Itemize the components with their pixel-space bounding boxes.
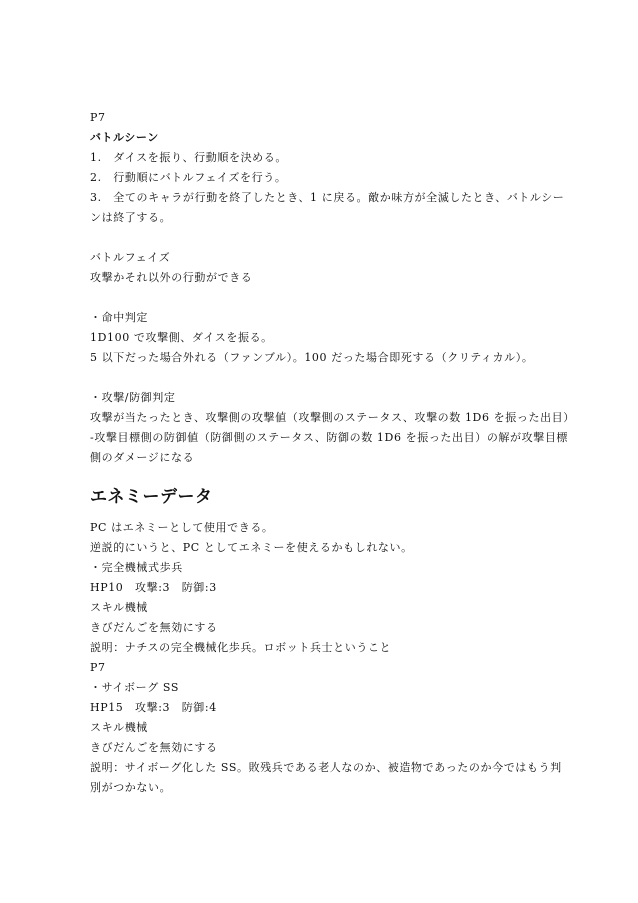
- enemy-stats: HP10 攻撃:3 防御:3: [90, 581, 217, 594]
- enemy-data-heading: エネミーデータ: [90, 487, 213, 507]
- enemy-description: 別がつかない。: [90, 781, 172, 794]
- enemy-stats: HP15 攻撃:3 防御:4: [90, 701, 217, 714]
- enemy-skill: スキル機械: [90, 721, 148, 734]
- step-line: 2. 行動順にバトルフェイズを行う。: [90, 171, 287, 184]
- hit-judgment-title: ・命中判定: [90, 311, 148, 324]
- hit-judgment-line: 1D100 で攻撃側、ダイスを振る。: [90, 331, 273, 344]
- enemy-description: 説明：サイボーグ化した SS。敗残兵である老人なのか、被造物であったのか今ではもう判: [90, 761, 562, 774]
- spacer: [90, 228, 552, 248]
- attack-defense-line: 攻撃が当たったとき、攻撃側の攻撃値（攻撃側のステータス、攻撃の数 1D6 を振った出目）: [90, 411, 575, 424]
- hit-judgment-line: 5 以下だった場合外れる（ファンブル）。100 だった場合即死する（クリティカル）。: [90, 351, 534, 364]
- spacer: [90, 288, 552, 308]
- spacer: [90, 368, 552, 388]
- enemy-line: 逆説的にいうと、PC としてエネミーを使えるかもしれない。: [90, 541, 413, 554]
- battle-phase-desc: 攻撃かそれ以外の行動ができる: [90, 271, 253, 284]
- enemy-description: 説明：ナチスの完全機械化歩兵。ロボット兵士ということ: [90, 641, 392, 654]
- attack-defense-line: 側のダメージになる: [90, 451, 195, 464]
- enemy-line: PC はエネミーとして使用できる。: [90, 521, 274, 534]
- enemy-name: ・サイボーグ SS: [90, 681, 180, 694]
- page-label: P7: [90, 661, 106, 674]
- enemy-skill-effect: きびだんごを無効にする: [90, 621, 218, 634]
- step-line: 3. 全てのキャラが行動を終了したとき、1 に戻る。敵か味方が全滅したとき、バトルシー: [90, 191, 565, 204]
- attack-defense-title: ・攻撃/防御判定: [90, 391, 176, 404]
- step-line: 1. ダイスを振り、行動順を決める。: [90, 151, 287, 164]
- step-line: ンは終了する。: [90, 211, 172, 224]
- enemy-name: ・完全機械式歩兵: [90, 561, 183, 574]
- attack-defense-line: -攻撃目標側の防御値（防御側のステータス、防御の数 1D6 を振った出目）の解が攻撃目標: [90, 431, 569, 444]
- document-page: [90, 108, 575, 798]
- enemy-skill: スキル機械: [90, 601, 148, 614]
- battle-scene-title: バトルシーン: [90, 131, 159, 144]
- battle-phase-title: バトルフェイズ: [90, 251, 171, 264]
- page-label: P7: [90, 111, 106, 124]
- enemy-skill-effect: きびだんごを無効にする: [90, 741, 218, 754]
